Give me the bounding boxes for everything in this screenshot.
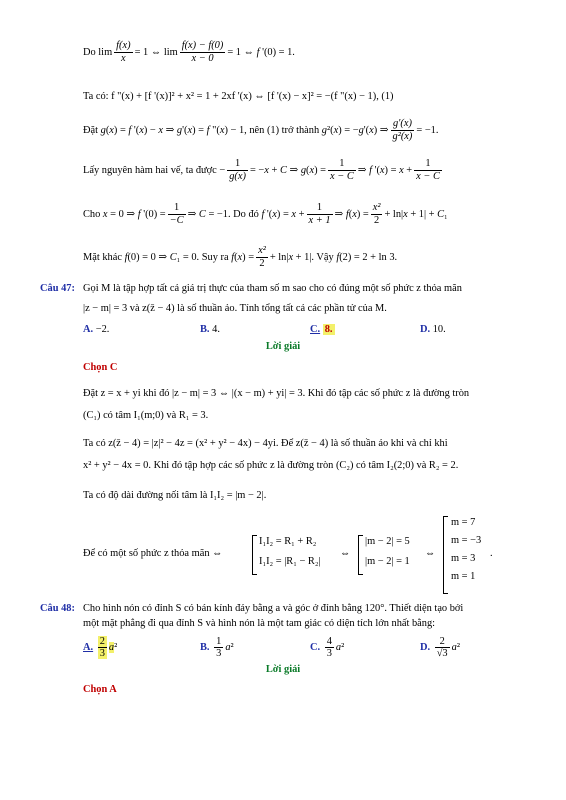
system3-bracket [443, 516, 448, 594]
system3-row2: m = −3 [451, 535, 482, 546]
q47-solution-line1: Đặt z = x + yi khi đó |z − m| = 3 ⇔ |(x − m) + yi| = 3. Khi đó tập các số phức z là đường tròn [83, 388, 470, 399]
q48-solution-title: Lời giải [265, 664, 301, 675]
solution-line-substitution: Đặt g(x) = f '(x) − x ⇒ g'(x) = f "(x) − 1, nên (1) trở thành g²(x) = −g'(x) ⇒ $\frac{g'(x)}{\text{g²(x)}}$ = −1. [83, 118, 439, 142]
system2-row1: |m − 2| = 5 [365, 536, 410, 547]
q47-option-d: D. 10. [420, 324, 446, 335]
system1-bracket [252, 535, 257, 575]
q47-solution-line5: Ta có độ dài đường nối tâm là I₁I₂ = |m − 2|. [83, 490, 267, 501]
equiv-sign-2: ⇔ [425, 548, 436, 559]
q47-option-c: C. 8. [310, 324, 333, 335]
q47-solution-system-intro: Để có một số phức z thỏa mãn ⇔ [83, 548, 223, 559]
q47-solution-title: Lời giải [265, 341, 301, 352]
system1-row2: I₁I₂ = |R₁ − R₂| [259, 556, 321, 567]
question-47-stem-line1: Gọi M là tập hợp tất cả giá trị thực của tham số m sao cho có đúng một số phức z thỏa mãn [83, 283, 462, 294]
system3-row4: m = 1 [451, 571, 476, 582]
q47-option-b: B. 4. [200, 324, 220, 335]
question-48-stem-line2: một mặt phẳng đi qua đỉnh S và hình nón là một tam giác có diện tích lớn nhất bằng: [83, 618, 436, 629]
q47-solution-line3: Ta có z(z̄ − 4) = |z|² − 4z = (x² + y² − 4x) − 4yi. Để z(z̄ − 4) là số thuần ảo khi và chỉ khi [83, 438, 448, 449]
question-47-stem-line2: |z − m| = 3 và z(z̄ − 4) là số thuần ảo. Tính tổng tất cả các phần tử của M. [83, 303, 387, 314]
solution-line-equation: Ta có: f "(x) + [f '(x)]² + x² = 1 + 2xf '(x) ⇔ [f '(x) − x]² = −(f "(x) − 1), (1) [83, 91, 394, 102]
q47-solution-line4: x² + y² − 4x = 0. Khi đó tập hợp các số phức z là đường tròn (C₂) có tâm I₂(2;0) và R₂ = 2. [83, 460, 459, 471]
system2-bracket [358, 535, 363, 575]
question-48-stem-line1: Cho hình nón có đỉnh S có bán kính đáy bằng a và góc ở đỉnh bằng 120°. Thiết diện tạo bởi [83, 603, 464, 614]
solution-line-result: Mặt khác f(0) = 0 ⇒ C₁ = 0. Suy ra f(x) = $\frac{\text{x²}}{2}$ + ln|x + 1|. Vậy f(2) = 2 + ln 3. [83, 245, 398, 269]
question-48-label: Câu 48: [40, 603, 75, 614]
equiv-sign-1: ⇔ [340, 548, 351, 559]
solution-line-constant: Cho x = 0 ⇒ f '(0) = $\frac{1}{-C}$ ⇒ C = −1. Do đó f '(x) = x + $\frac{1}{x + 1}$ ⇒ f(x) = $\frac{\text{x²}}{2}$ + ln|x + 1| + C₁ [83, 202, 448, 226]
q48-option-b: B. $\frac{1}{3}$ a² [200, 636, 234, 659]
system1-row1: I₁I₂ = R₁ + R₂ [259, 536, 317, 547]
system2-row2: |m − 2| = 1 [365, 556, 410, 567]
q47-choice: Chọn C [83, 362, 118, 373]
q48-option-d: D. $\frac{2}{√3}$ a² [420, 636, 460, 659]
q47-option-a: A. −2. [83, 324, 110, 335]
q48-choice: Chọn A [83, 684, 117, 695]
system-period: . [490, 548, 493, 559]
q48-option-a: A. $\frac{2}{3}$ a² [83, 636, 118, 659]
q47-solution-line2: (C₁) có tâm I₁(m;0) và R₁ = 3. [83, 410, 209, 421]
system3-row3: m = 3 [451, 553, 476, 564]
system3-row1: m = 7 [451, 517, 476, 528]
solution-line-antiderivative: Lấy nguyên hàm hai vế, ta được − $\frac{1}{g(x)}$ = −x + C ⇒ g(x) = $\frac{1}{x - C}$ ⇒ f '(x) = x + $\frac{1}{x - C}$ [83, 158, 440, 182]
q48-option-c: C. $\frac{4}{3}$ a² [310, 636, 345, 659]
question-47-label: Câu 47: [40, 283, 75, 294]
solution-line-limit: Do lim $\frac{f(x)}{x}$ = 1 ⇔ lim $\frac{f(x) - f(0)}{x - 0}$ = 1 ⇔ f '(0) = 1. [83, 40, 295, 64]
